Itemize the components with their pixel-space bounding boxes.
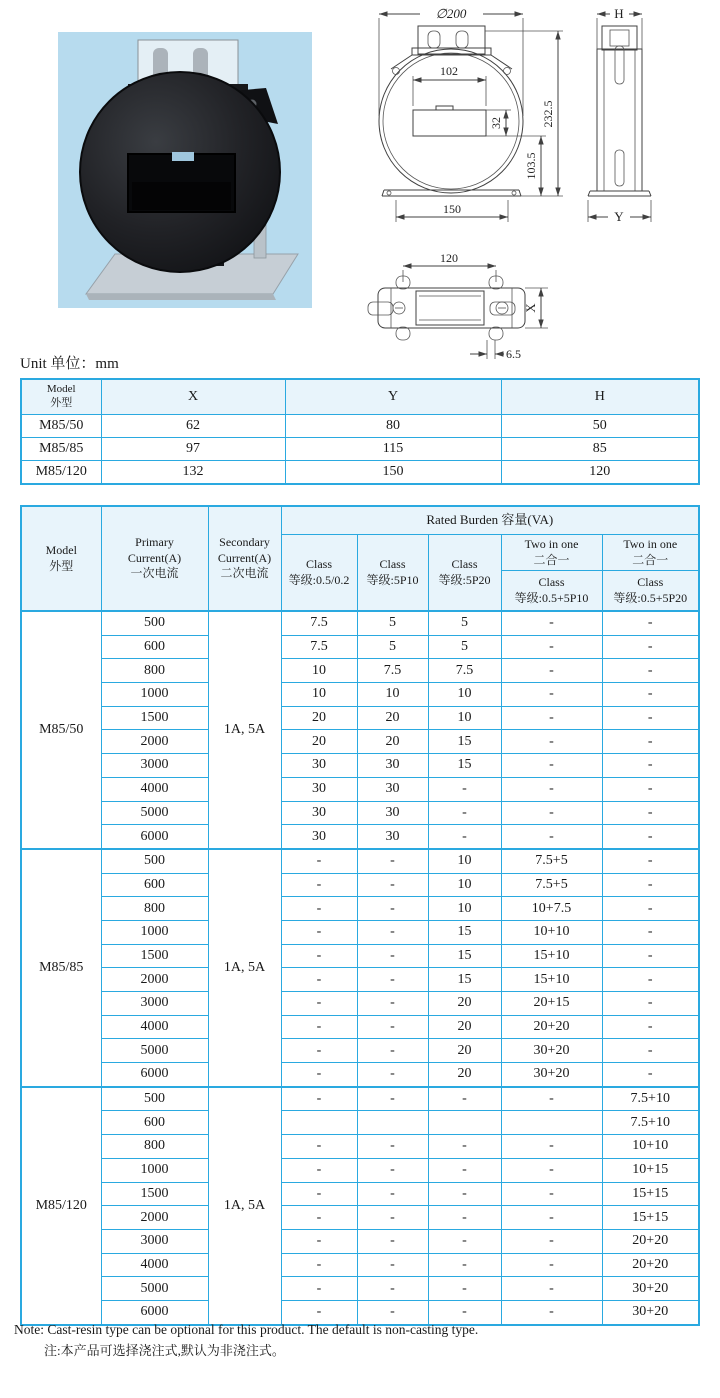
burden-value-cell: -	[281, 1087, 357, 1111]
dim-header-model-en: Model	[46, 383, 76, 396]
primary-current-cell: 1000	[101, 683, 208, 707]
burden-value-cell: -	[501, 1206, 602, 1230]
burden-value-cell: -	[501, 1182, 602, 1206]
burden-value-cell: -	[501, 1229, 602, 1253]
class3-label-en: Class	[451, 556, 478, 571]
dim-header-row	[21, 379, 699, 415]
burden-value-cell: -	[357, 1039, 428, 1063]
front-view	[379, 6, 563, 222]
class5-label-en: Class	[637, 574, 664, 589]
burden-value-cell: -	[428, 825, 501, 849]
burden-value-cell: 15+15	[602, 1182, 699, 1206]
burden-header-two-in-one-2	[602, 535, 699, 571]
burden-value-cell: -	[357, 897, 428, 921]
dim-overall-height: 232.5	[541, 100, 555, 128]
burden-value-cell: 30+20	[501, 1039, 602, 1063]
burden-value-cell: -	[357, 1253, 428, 1277]
dim-header-model-zh: 外型	[50, 397, 73, 409]
burden-value-cell: 15	[428, 944, 501, 968]
burden-value-cell: -	[281, 920, 357, 944]
dimension-drawings	[358, 4, 670, 364]
burden-value-cell: -	[357, 1087, 428, 1111]
dim-header-h: H	[501, 379, 699, 415]
burden-value-cell	[428, 1111, 501, 1135]
primary-current-cell: 500	[101, 849, 208, 873]
primary-current-cell: 600	[101, 1111, 208, 1135]
burden-row	[21, 777, 699, 801]
burden-value-cell: -	[501, 777, 602, 801]
burden-row	[21, 730, 699, 754]
burden-value-cell: 7.5	[428, 659, 501, 683]
secondary-label-l2: Current(A)	[217, 550, 272, 565]
burden-value-cell: 7.5+5	[501, 873, 602, 897]
primary-current-cell: 500	[101, 611, 208, 635]
burden-value-cell: 10	[428, 706, 501, 730]
burden-value-cell: 15	[428, 730, 501, 754]
model-cell: M85/50	[21, 611, 101, 849]
primary-current-cell: 600	[101, 635, 208, 659]
dim-header-y: Y	[285, 379, 501, 415]
burden-value-cell: 20	[428, 1039, 501, 1063]
burden-value-cell: -	[602, 968, 699, 992]
burden-value-cell: 30	[281, 754, 357, 778]
burden-row	[21, 659, 699, 683]
dim-value-cell: 85	[501, 438, 699, 461]
burden-value-cell: -	[357, 1206, 428, 1230]
burden-value-cell: -	[501, 1087, 602, 1111]
dim-depth: X	[523, 303, 538, 313]
burden-row	[21, 944, 699, 968]
burden-value-cell: -	[428, 1206, 501, 1230]
dim-value-cell: 80	[285, 415, 501, 438]
burden-value-cell: 30	[357, 777, 428, 801]
burden-value-cell: 20	[428, 1015, 501, 1039]
dim-header-x: X	[101, 379, 285, 415]
burden-value-cell: 10+10	[501, 920, 602, 944]
dim-value-cell: 150	[285, 461, 501, 485]
burden-value-cell: 10	[281, 659, 357, 683]
burden-value-cell: -	[501, 754, 602, 778]
dim-side-base: Y	[614, 209, 624, 224]
primary-label-l1: Primary	[135, 535, 174, 550]
dim-value-cell: 50	[501, 415, 699, 438]
burden-value-cell: -	[281, 944, 357, 968]
burden-value-cell: 30+20	[602, 1300, 699, 1324]
burden-value-cell	[357, 1111, 428, 1135]
burden-header-model-en: Model	[45, 542, 77, 557]
burden-value-cell: 20	[357, 730, 428, 754]
burden-value-cell: -	[357, 1300, 428, 1324]
burden-value-cell: 7.5+5	[501, 849, 602, 873]
burden-value-cell: -	[602, 920, 699, 944]
secondary-label-l3: 二次电流	[220, 566, 269, 581]
burden-value-cell: 15	[428, 754, 501, 778]
dim-value-cell: 132	[101, 461, 285, 485]
burden-value-cell: 20	[281, 730, 357, 754]
footnote	[14, 1320, 478, 1361]
burden-value-cell: -	[501, 611, 602, 635]
burden-header-class1	[281, 535, 357, 612]
burden-value-cell: -	[501, 1277, 602, 1301]
footnote-english: Note: Cast-resin type can be optional for this product. The default is non-casting type.	[14, 1322, 479, 1337]
burden-row	[21, 968, 699, 992]
transformer-photo-art	[58, 32, 312, 308]
burden-row	[21, 1206, 699, 1230]
burden-value-cell: -	[281, 1158, 357, 1182]
burden-header-class4	[501, 571, 602, 612]
dimension-table	[20, 378, 700, 485]
burden-value-cell: 10+7.5	[501, 897, 602, 921]
burden-value-cell: -	[602, 801, 699, 825]
burden-value-cell: -	[281, 1300, 357, 1324]
burden-value-cell: -	[602, 754, 699, 778]
burden-value-cell: 10	[428, 849, 501, 873]
burden-row	[21, 1182, 699, 1206]
burden-value-cell: -	[501, 825, 602, 849]
two1-label-en: Two in one	[524, 536, 579, 551]
burden-value-cell: 20+20	[602, 1229, 699, 1253]
burden-value-cell: -	[602, 706, 699, 730]
burden-value-cell: 15+10	[501, 944, 602, 968]
class4-label-zh: 等级:0.5+5P10	[514, 590, 589, 605]
primary-current-cell: 2000	[101, 968, 208, 992]
burden-value-cell: -	[501, 730, 602, 754]
dim-window-width: 102	[440, 64, 458, 78]
burden-value-cell: -	[501, 683, 602, 707]
primary-current-cell: 4000	[101, 1015, 208, 1039]
burden-header-primary	[101, 506, 208, 611]
burden-value-cell: -	[428, 777, 501, 801]
burden-row	[21, 1015, 699, 1039]
dim-model-cell: M85/85	[21, 438, 101, 461]
dim-slot-width: 6.5	[506, 347, 521, 361]
burden-value-cell: 30	[357, 825, 428, 849]
burden-row	[21, 1039, 699, 1063]
primary-current-cell: 5000	[101, 801, 208, 825]
class2-label-zh: 等级:5P10	[366, 572, 419, 587]
dim-table-row	[21, 438, 699, 461]
burden-row	[21, 1063, 699, 1087]
primary-current-cell: 600	[101, 873, 208, 897]
two1-label-zh: 二合一	[533, 552, 570, 567]
burden-value-cell: 30	[357, 801, 428, 825]
burden-value-cell: -	[428, 1087, 501, 1111]
primary-current-cell: 800	[101, 897, 208, 921]
burden-value-cell: -	[501, 1253, 602, 1277]
dim-value-cell: 97	[101, 438, 285, 461]
burden-row	[21, 683, 699, 707]
side-view	[588, 6, 651, 224]
burden-value-cell: -	[281, 1253, 357, 1277]
burden-value-cell: 20	[281, 706, 357, 730]
burden-value-cell: -	[428, 1253, 501, 1277]
burden-value-cell: 10	[428, 683, 501, 707]
burden-value-cell: -	[281, 1229, 357, 1253]
primary-current-cell: 500	[101, 1087, 208, 1111]
primary-label-l2: Current(A)	[127, 550, 182, 565]
primary-current-cell: 6000	[101, 1063, 208, 1087]
primary-current-cell: 3000	[101, 754, 208, 778]
burden-row	[21, 920, 699, 944]
burden-row	[21, 1135, 699, 1159]
burden-value-cell: 30	[281, 777, 357, 801]
burden-value-cell: -	[357, 873, 428, 897]
burden-value-cell: 10	[428, 873, 501, 897]
burden-table	[20, 505, 700, 1326]
primary-current-cell: 2000	[101, 1206, 208, 1230]
top-view	[368, 251, 548, 361]
burden-value-cell: -	[357, 1229, 428, 1253]
burden-value-cell: 20+20	[501, 1015, 602, 1039]
primary-current-cell: 6000	[101, 825, 208, 849]
burden-value-cell: -	[501, 635, 602, 659]
burden-value-cell: -	[357, 1158, 428, 1182]
primary-current-cell: 4000	[101, 777, 208, 801]
burden-value-cell: -	[357, 1063, 428, 1087]
model-cell: M85/85	[21, 849, 101, 1087]
burden-value-cell: -	[357, 1135, 428, 1159]
class5-label-zh: 等级:0.5+5P20	[613, 590, 688, 605]
burden-header-class5	[602, 571, 699, 612]
dim-side-width: H	[614, 6, 624, 21]
class2-label-en: Class	[379, 556, 406, 571]
burden-value-cell: 7.5+10	[602, 1111, 699, 1135]
burden-value-cell: -	[281, 1135, 357, 1159]
dim-table-row	[21, 415, 699, 438]
dim-value-cell: 115	[285, 438, 501, 461]
burden-value-cell: 30+20	[501, 1063, 602, 1087]
burden-value-cell: -	[602, 1039, 699, 1063]
dim-base-width: 150	[443, 202, 461, 216]
burden-value-cell: -	[357, 1277, 428, 1301]
burden-value-cell: 15	[428, 968, 501, 992]
burden-value-cell: -	[357, 1015, 428, 1039]
burden-value-cell: -	[602, 825, 699, 849]
burden-value-cell: 7.5	[281, 611, 357, 635]
burden-value-cell: -	[281, 873, 357, 897]
primary-current-cell: 800	[101, 659, 208, 683]
burden-value-cell: 20	[357, 706, 428, 730]
burden-value-cell: -	[357, 992, 428, 1016]
burden-value-cell: -	[428, 1158, 501, 1182]
burden-value-cell: 10+10	[602, 1135, 699, 1159]
burden-row	[21, 825, 699, 849]
secondary-current-cell: 1A, 5A	[208, 849, 281, 1087]
burden-value-cell: 30	[357, 754, 428, 778]
dim-window-height: 32	[489, 117, 503, 129]
two2-label-zh: 二合一	[632, 552, 669, 567]
burden-value-cell: -	[281, 1206, 357, 1230]
burden-value-cell: 10	[281, 683, 357, 707]
burden-value-cell: -	[428, 1300, 501, 1324]
primary-current-cell: 1000	[101, 920, 208, 944]
burden-row	[21, 706, 699, 730]
primary-current-cell: 3000	[101, 1229, 208, 1253]
burden-header-rated-burden: Rated Burden 容量(VA)	[281, 506, 699, 535]
burden-value-cell: -	[602, 1063, 699, 1087]
burden-value-cell: -	[357, 944, 428, 968]
burden-row	[21, 1277, 699, 1301]
burden-value-cell: -	[428, 1182, 501, 1206]
dim-model-cell: M85/50	[21, 415, 101, 438]
burden-value-cell: -	[602, 873, 699, 897]
burden-value-cell: -	[281, 1182, 357, 1206]
product-photo	[58, 32, 312, 308]
burden-row	[21, 754, 699, 778]
burden-value-cell	[501, 1111, 602, 1135]
primary-current-cell: 4000	[101, 1253, 208, 1277]
burden-value-cell: -	[602, 777, 699, 801]
burden-value-cell: -	[501, 801, 602, 825]
burden-value-cell: -	[281, 1063, 357, 1087]
burden-value-cell: -	[602, 730, 699, 754]
burden-value-cell: -	[357, 1182, 428, 1206]
secondary-current-cell: 1A, 5A	[208, 1087, 281, 1325]
burden-value-cell: -	[501, 1158, 602, 1182]
burden-value-cell: -	[281, 1015, 357, 1039]
burden-value-cell: 20+15	[501, 992, 602, 1016]
burden-row	[21, 992, 699, 1016]
burden-value-cell: -	[602, 635, 699, 659]
burden-value-cell: -	[357, 920, 428, 944]
burden-value-cell: -	[281, 897, 357, 921]
secondary-current-cell: 1A, 5A	[208, 611, 281, 849]
dim-hole-spacing: 120	[440, 251, 458, 265]
burden-value-cell: -	[602, 897, 699, 921]
burden-row	[21, 873, 699, 897]
primary-current-cell: 2000	[101, 730, 208, 754]
burden-row	[21, 1111, 699, 1135]
burden-value-cell: 7.5+10	[602, 1087, 699, 1111]
burden-value-cell: -	[281, 968, 357, 992]
dim-header-model	[21, 379, 101, 415]
burden-value-cell: -	[501, 1300, 602, 1324]
primary-current-cell: 800	[101, 1135, 208, 1159]
burden-value-cell: -	[501, 1135, 602, 1159]
burden-value-cell: -	[428, 1229, 501, 1253]
burden-value-cell: 15+10	[501, 968, 602, 992]
primary-current-cell: 5000	[101, 1277, 208, 1301]
burden-value-cell	[281, 1111, 357, 1135]
primary-current-cell: 6000	[101, 1300, 208, 1324]
primary-current-cell: 1500	[101, 1182, 208, 1206]
burden-row	[21, 1229, 699, 1253]
burden-header-two-in-one-1	[501, 535, 602, 571]
burden-value-cell: 7.5	[281, 635, 357, 659]
burden-value-cell: 30	[281, 825, 357, 849]
burden-value-cell: -	[501, 659, 602, 683]
primary-current-cell: 1500	[101, 706, 208, 730]
dim-value-cell: 120	[501, 461, 699, 485]
burden-value-cell: 5	[428, 635, 501, 659]
dim-model-cell: M85/120	[21, 461, 101, 485]
burden-row	[21, 849, 699, 873]
burden-value-cell: 20+20	[602, 1253, 699, 1277]
burden-header-model-zh: 外型	[49, 558, 74, 573]
burden-row	[21, 1253, 699, 1277]
burden-value-cell: -	[281, 1039, 357, 1063]
burden-header-secondary	[208, 506, 281, 611]
burden-row	[21, 897, 699, 921]
primary-label-l3: 一次电流	[130, 566, 179, 581]
secondary-label-l1: Secondary	[219, 535, 270, 550]
burden-value-cell: 10	[428, 897, 501, 921]
class4-label-en: Class	[538, 574, 565, 589]
burden-value-cell: 5	[428, 611, 501, 635]
burden-row	[21, 801, 699, 825]
primary-current-cell: 1500	[101, 944, 208, 968]
model-cell: M85/120	[21, 1087, 101, 1325]
burden-value-cell: -	[501, 706, 602, 730]
burden-header-model	[21, 506, 101, 611]
primary-current-cell: 3000	[101, 992, 208, 1016]
burden-value-cell: -	[428, 1277, 501, 1301]
burden-value-cell: -	[281, 1277, 357, 1301]
burden-value-cell: -	[602, 1015, 699, 1039]
burden-value-cell: 20	[428, 1063, 501, 1087]
class3-label-zh: 等级:5P20	[438, 572, 491, 587]
burden-value-cell: 5	[357, 635, 428, 659]
burden-value-cell: -	[357, 968, 428, 992]
dim-value-cell: 62	[101, 415, 285, 438]
burden-value-cell: -	[357, 849, 428, 873]
burden-header-row-1	[21, 506, 699, 535]
burden-value-cell: -	[281, 849, 357, 873]
burden-value-cell: -	[428, 1135, 501, 1159]
burden-value-cell: -	[602, 683, 699, 707]
burden-value-cell: 15+15	[602, 1206, 699, 1230]
burden-value-cell: 15	[428, 920, 501, 944]
burden-value-cell: 7.5	[357, 659, 428, 683]
burden-value-cell: -	[602, 944, 699, 968]
class1-label-en: Class	[305, 556, 332, 571]
primary-current-cell: 1000	[101, 1158, 208, 1182]
class1-label-zh: 等级:0.5/0.2	[288, 572, 350, 587]
burden-value-cell: -	[602, 992, 699, 1016]
unit-label: Unit 单位：mm	[20, 356, 119, 372]
footnote-chinese: 注:本产品可选择浇注式,默认为非浇注式。	[44, 1342, 285, 1358]
burden-header-class3	[428, 535, 501, 612]
burden-row	[21, 1087, 699, 1111]
burden-value-cell: 10	[357, 683, 428, 707]
burden-value-cell: 20	[428, 992, 501, 1016]
burden-value-cell: 10+15	[602, 1158, 699, 1182]
burden-value-cell: 5	[357, 611, 428, 635]
burden-value-cell: 30+20	[602, 1277, 699, 1301]
burden-value-cell: -	[602, 659, 699, 683]
dim-diameter: ∅200	[435, 6, 467, 21]
burden-value-cell: 30	[281, 801, 357, 825]
primary-current-cell: 5000	[101, 1039, 208, 1063]
burden-value-cell: -	[428, 801, 501, 825]
two2-label-en: Two in one	[623, 536, 678, 551]
burden-row	[21, 611, 699, 635]
burden-value-cell: -	[602, 849, 699, 873]
burden-value-cell: -	[602, 611, 699, 635]
burden-value-cell: -	[281, 992, 357, 1016]
burden-row	[21, 635, 699, 659]
dim-table-row	[21, 461, 699, 485]
burden-row	[21, 1158, 699, 1182]
dim-window-to-base: 103.5	[524, 152, 538, 180]
burden-header-class2	[357, 535, 428, 612]
